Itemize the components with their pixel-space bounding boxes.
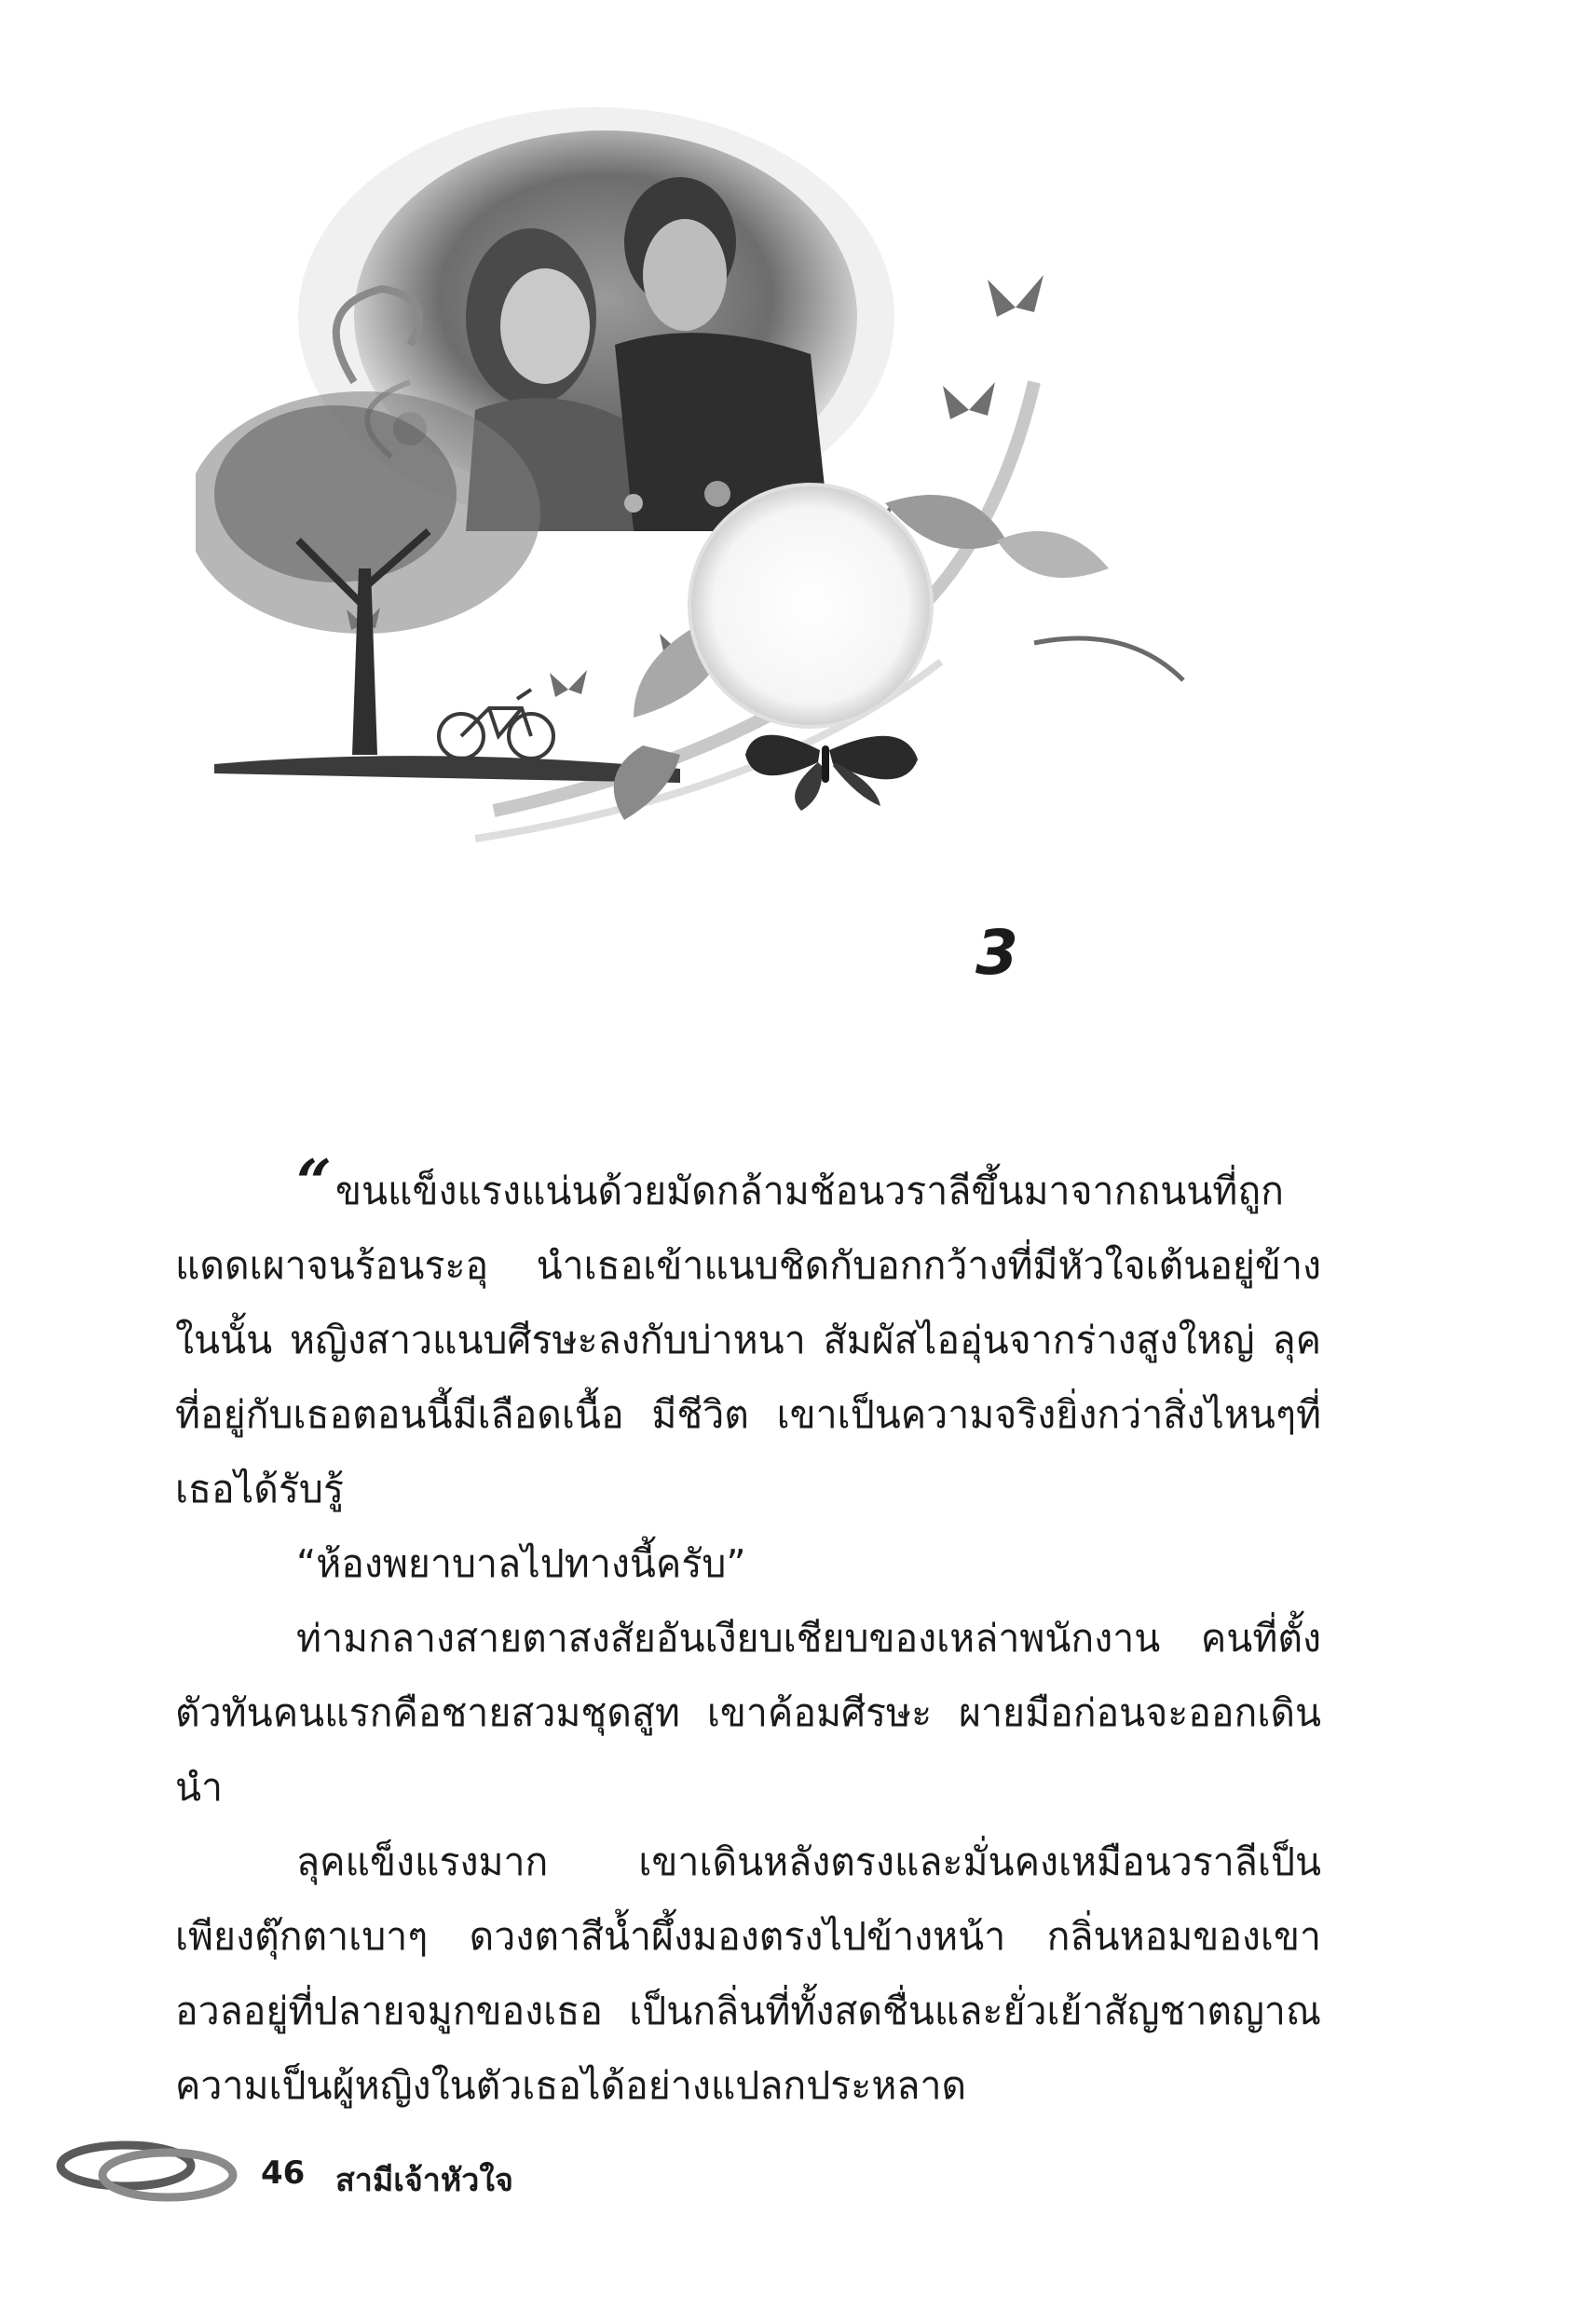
page-footer: [56, 2126, 708, 2210]
chapter-body: [175, 1146, 1321, 2123]
paragraph-3: ท่ามกลางสายตาสงสัยอันเงียบเชียบของเหล่าพนักงาน คนที่ตั้งตัวทันคนแรกคือชายสวมชุดสูท เขาค้อมศีรษะ ผายมือก่อนจะออกเดินนำ: [175, 1616, 1321, 1810]
page-number: 46: [261, 2154, 306, 2192]
paragraph-1-text: ขนแข็งแรงแน่นด้วยมัดกล้ามช้อนวราลีขึ้นมาจากถนนที่ถูกแดดเผาจนร้อนระอุ นำเธอเข้าแนบชิดกับอกกว้างที่มีหัวใจเต้นอยู่ข้างในนั้น หญิงสาวแนบศีรษะลงกับบ่าหนา สัมผัสไออุ่นจากร่างสูงใหญ่ ลุคที่อยู่กับเธอตอนนี้มีเลือดเนื้อ มีชีวิต เขาเป็นความจริงยิ่งกว่าสิ่งไหนๆที่เธอได้รับรู้: [175, 1169, 1321, 1511]
opening-quote-mark: “: [296, 1146, 332, 1219]
paragraph-4: ลุคแข็งแรงมาก เขาเดินหลังตรงและมั่นคงเหมือนวราลีเป็นเพียงตุ๊กตาเบาๆ ดวงตาสีน้ำผึ้งมองตรงไปข้างหน้า กลิ่นหอมของเขาอวลอยู่ที่ปลายจมูกของเธอ เป็นกลิ่นที่ทั้งสดชื่นและยั่วเย้าสัญชาตญาณความเป็นผู้หญิงในตัวเธอได้อย่างแปลกประหลาด: [175, 1839, 1321, 2108]
paragraph-1: [175, 1146, 1321, 1526]
book-title: สามีเจ้าหัวใจ: [335, 2162, 513, 2199]
paragraph-2: “ห้องพยาบาลไปทางนี้ครับ”: [296, 1541, 746, 1586]
chapter-illustration: [196, 103, 1314, 1146]
chapter-number: 3: [975, 917, 1018, 989]
wedding-rings-icon: [56, 2126, 242, 2210]
monarch-butterfly-icon: [745, 735, 918, 811]
